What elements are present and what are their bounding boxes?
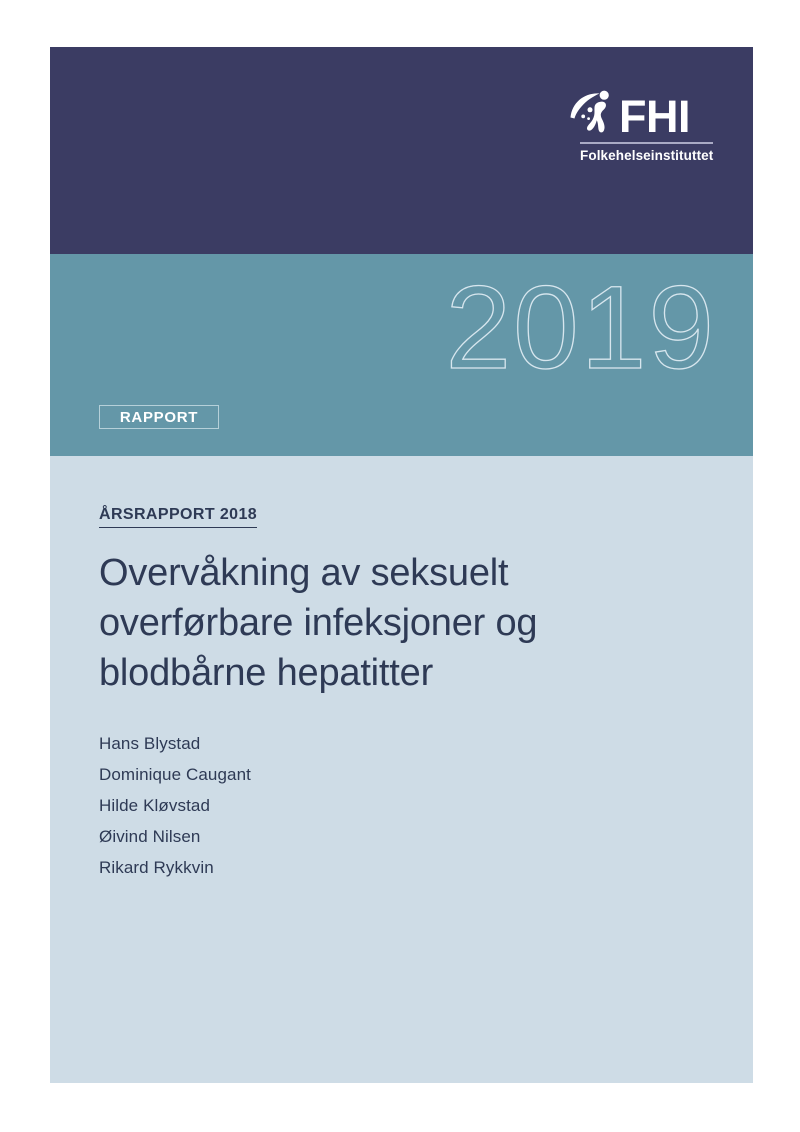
body-light-band (50, 456, 753, 1083)
fhi-logo (569, 85, 715, 164)
logo-subtitle: Folkehelseinstituttet (580, 147, 714, 163)
logo-mark-and-wordmark (569, 85, 715, 142)
list-item: Hans Blystad (99, 734, 201, 753)
list-item: Hilde Kløvstad (99, 796, 210, 815)
page-title (99, 548, 599, 698)
logo-divider-rule (580, 142, 713, 144)
cover-content-block (50, 47, 753, 1083)
fhi-figure-mark-icon (569, 87, 615, 137)
page-title-line-2: overførbare infeksjoner og (99, 602, 538, 644)
list-item: Rikard Rykkvin (99, 858, 214, 877)
author-list (99, 728, 713, 883)
report-type-badge (99, 405, 219, 429)
list-item: Øivind Nilsen (99, 827, 201, 846)
report-kicker: ÅRSRAPPORT 2018 (99, 505, 257, 528)
list-item: Dominique Caugant (99, 765, 251, 784)
fhi-wordmark: FHI (619, 91, 690, 142)
header-navy-band (50, 47, 753, 254)
page-title-line-3: blodbårne hepatitter (99, 652, 434, 694)
year-display: 2019 (445, 262, 716, 394)
report-type-badge-label: RAPPORT (119, 408, 199, 426)
teal-band (50, 254, 753, 456)
body-content (99, 456, 713, 899)
page-title-line-1: Overvåkning av seksuelt (99, 552, 509, 594)
